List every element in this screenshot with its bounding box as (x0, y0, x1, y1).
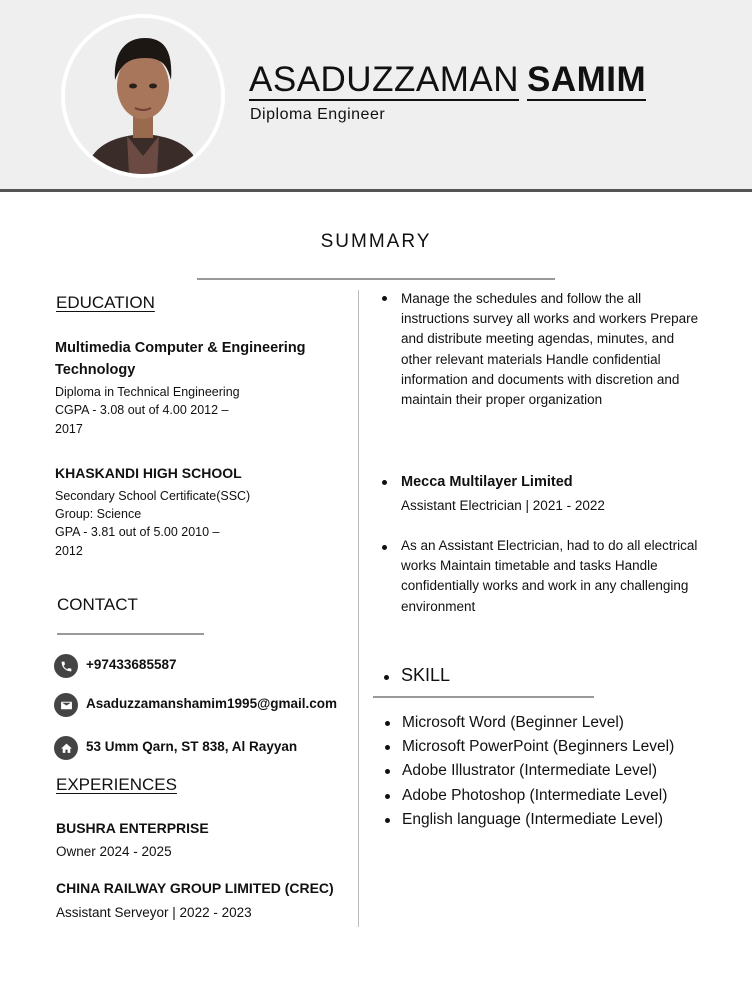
summary-text: Manage the schedules and follow the all instructions survey all works and workers Prepare and distribute meeting agendas, minutes, and other relevant materials Handle confidential information and documents with discretion and maintain their proper organization (401, 291, 699, 408)
first-name: ASADUZZAMAN (249, 60, 519, 99)
experience-role: Assistant Electrician | 2021 - 2022 (401, 498, 605, 513)
experience-org: BUSHRA ENTERPRISE (56, 820, 209, 836)
education-heading: EDUCATION (56, 293, 155, 312)
bullet (385, 745, 390, 750)
skill-heading: SKILL (401, 665, 451, 685)
education-detail: GPA - 3.81 out of 5.00 2010 – (55, 525, 220, 539)
experience-org: CHINA RAILWAY GROUP LIMITED (CREC) (56, 880, 334, 896)
resume-header (0, 0, 752, 192)
skill-item: Adobe Photoshop (Intermediate Level) (402, 787, 668, 804)
bullet (385, 721, 390, 726)
profile-photo (61, 14, 225, 178)
bullet (382, 296, 387, 301)
bullet (385, 794, 390, 799)
experiences-heading: EXPERIENCES (56, 775, 177, 794)
bullet (382, 480, 387, 485)
bullet (385, 818, 390, 823)
mail-icon (54, 693, 78, 717)
job-title: Diploma Engineer (250, 106, 386, 123)
email-address[interactable]: Asaduzzamanshamim1995@gmail.com (86, 696, 338, 711)
last-name: SAMIM (526, 60, 647, 99)
portrait-image (65, 18, 221, 174)
education-detail: Secondary School Certificate(SSC) (55, 489, 251, 503)
phone-icon (54, 654, 78, 678)
bullet (384, 675, 389, 680)
experience-role: Assistant Serveyor | 2022 - 2023 (56, 905, 252, 920)
experience-description: As an Assistant Electrician, had to do all electrical works Maintain timetable and tasks Handle confidentially works and work in any challenging environment (401, 538, 698, 614)
experience-role: Owner 2024 - 2025 (56, 844, 172, 859)
home-address: 53 Umm Qarn, ST 838, Al Rayyan (86, 739, 298, 754)
education-org-1: Multimedia Computer & Engineering Technology (55, 340, 306, 378)
bullet (382, 545, 387, 550)
skill-item: Adobe Illustrator (Intermediate Level) (402, 762, 658, 779)
education-detail: 2017 (55, 422, 83, 436)
summary-divider (197, 278, 555, 280)
skill-item: English language (Intermediate Level) (402, 811, 664, 828)
skill-item: Microsoft PowerPoint (Beginners Level) (402, 738, 675, 755)
column-divider (358, 290, 359, 927)
home-icon (54, 736, 78, 760)
summary-heading: SUMMARY (320, 231, 432, 252)
bullet (385, 769, 390, 774)
skill-divider (373, 696, 594, 698)
education-org-2: KHASKANDI HIGH SCHOOL (55, 465, 242, 481)
skill-item: Microsoft Word (Beginner Level) (402, 714, 624, 731)
phone-number[interactable]: +97433685587 (86, 657, 177, 672)
contact-heading: CONTACT (57, 595, 138, 614)
education-detail: 2012 (55, 544, 83, 558)
experience-org: Mecca Multilayer Limited (401, 474, 573, 490)
contact-divider (57, 633, 204, 635)
education-detail: Group: Science (55, 507, 142, 521)
education-detail: CGPA - 3.08 out of 4.00 2012 – (55, 403, 229, 417)
education-detail: Diploma in Technical Engineering (55, 385, 240, 399)
full-name (249, 60, 646, 100)
